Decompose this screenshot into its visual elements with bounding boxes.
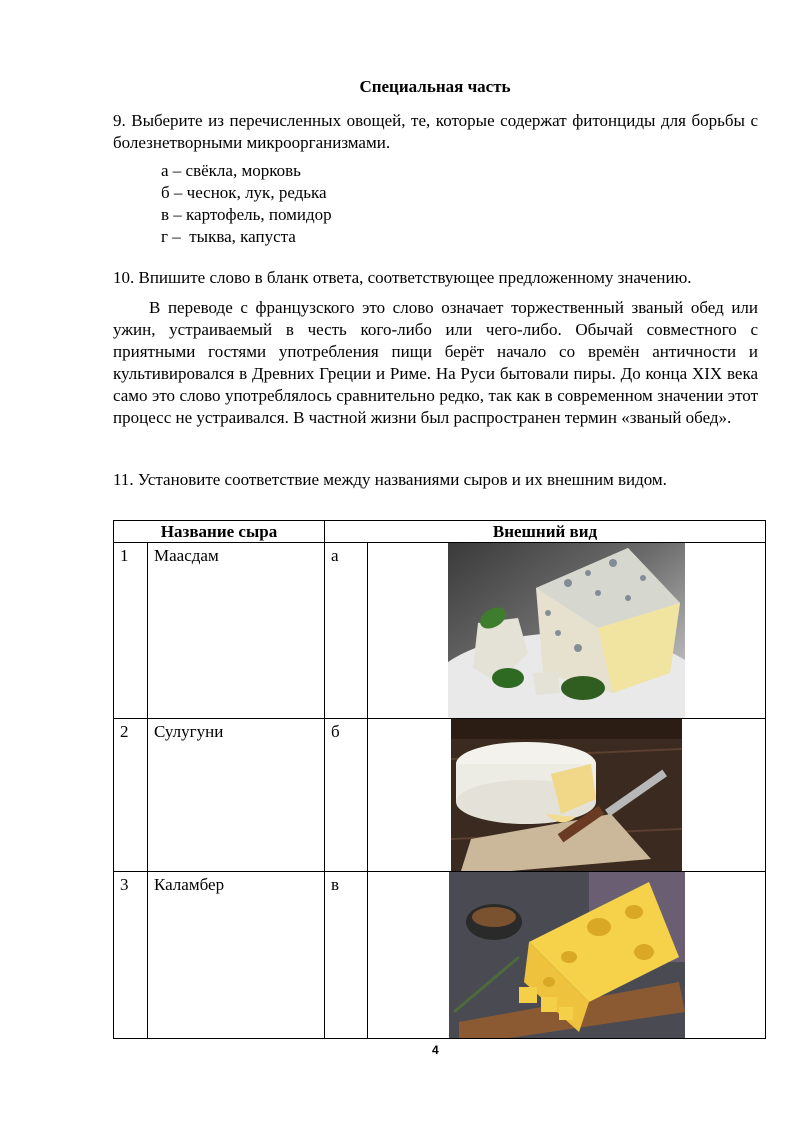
blue-cheese-photo xyxy=(448,543,685,718)
table-row xyxy=(114,872,766,1039)
cheese-name: Маасдам xyxy=(154,546,219,565)
question-10-text: 10. Впишите слово в бланк ответа, соответствующее предложенному значению. xyxy=(113,268,692,287)
question-11-text: 11. Установите соответствие между названиями сыров и их внешним видом. xyxy=(113,470,667,489)
row-number: 3 xyxy=(120,875,129,894)
cheese-match-table xyxy=(113,520,766,1039)
table-header-row xyxy=(114,521,766,543)
header-cheese-name: Название сыра xyxy=(114,521,325,543)
row-number: 2 xyxy=(120,722,129,741)
question-9-options xyxy=(161,160,332,248)
option-g: г – тыква, капуста xyxy=(161,227,296,246)
row-number: 1 xyxy=(120,546,129,565)
question-10-paragraph: В переводе с французского это слово означает торжественный званый обед или ужин, устраиваемый в честь кого-либо или чего-либо. Обычай совместного с приятными гостями употребления пищи берёт начало со времён античности и культивировался в Древних Греции и Риме. На Руси бытовали пиры. До конца XIX века само это слово употреблялось сравнительно редко, так как в современном значении этот процесс не устраивался. В частной жизни был распространен термин «званый обед». xyxy=(113,298,758,427)
cheese-name: Сулугуни xyxy=(154,722,224,741)
photo-letter: в xyxy=(331,875,340,894)
page-number: 4 xyxy=(432,1043,439,1057)
question-9-text: 9. Выберите из перечисленных овощей, те, которые содержат фитонциды для борьбы с болезнетворными микроорганизмами. xyxy=(113,111,758,152)
header-appearance: Внешний вид xyxy=(325,521,766,543)
photo-letter: б xyxy=(331,722,340,741)
table-row xyxy=(114,543,766,719)
cheese-name: Каламбер xyxy=(154,875,225,894)
option-b: б – чеснок, лук, редька xyxy=(161,183,327,202)
option-v: в – картофель, помидор xyxy=(161,205,332,224)
section-title: Специальная часть xyxy=(359,77,511,96)
swiss-cheese-photo xyxy=(449,872,685,1038)
option-a: а – свёкла, морковь xyxy=(161,161,301,180)
photo-letter: а xyxy=(331,546,339,565)
table-row xyxy=(114,719,766,872)
camembert-photo xyxy=(451,719,682,871)
